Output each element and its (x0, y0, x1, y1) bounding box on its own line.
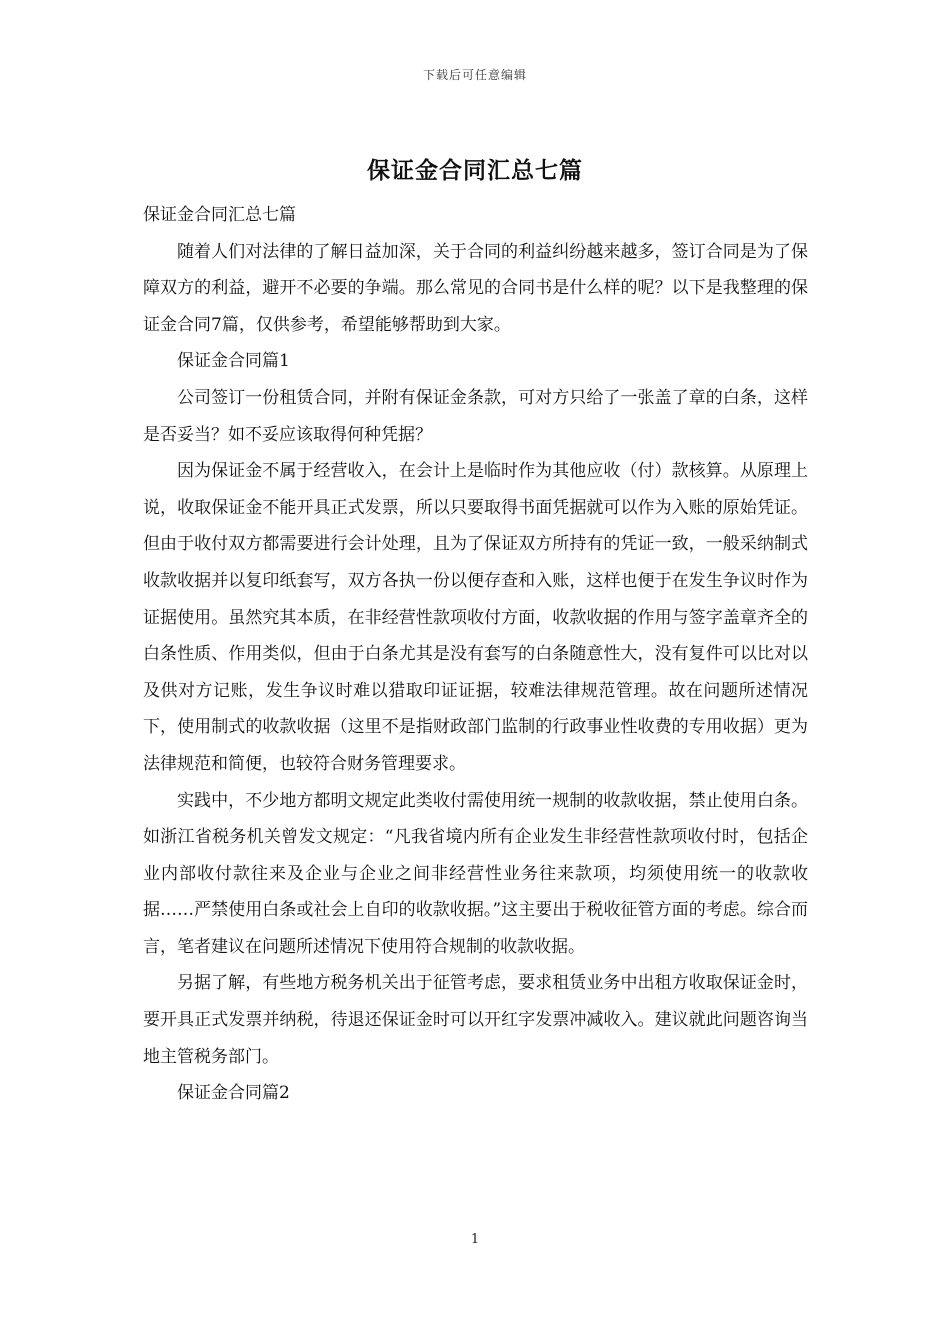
section-heading-1: 保证金合同篇1 (177, 351, 290, 372)
page-number: 1 (470, 1232, 480, 1247)
body-paragraph: 因为保证金不属于经营收入，在会计上是临时作为其他应收（付）款核算。从原理上说，收取保证金不能开具正式发票，所以只要取得书面凭据就可以作为入账的原始凭证。但由于收付双方都需要进行会计处理，且为了保证双方所持有的凭证一致，一般采纳制式收款收据并以复印纸套写，双方各执一份以便存查和入账，这样也便于在发生争议时作为证据使用。虽然究其本质，在非经营性款项收付方面，收款收据的作用与签字盖章齐全的白条性质、作用类似，但由于白条尤其是没有套写的白条随意性大，没有复件可以比对以及供对方记账，发生争议时难以猎取印证证据，较难法律规范管理。故在问题所述情况下，使用制式的收款收据（这里不是指财政部门监制的行政事业性收费的专用收据）更为法律规范和简便，也较符合财务管理要求。 (143, 461, 808, 774)
document-title: 保证金合同汇总七篇 (367, 157, 583, 184)
section-heading-2: 保证金合同篇2 (177, 1083, 290, 1104)
intro-paragraph: 随着人们对法律的了解日益加深，关于合同的利益纠纷越来越多，签订合同是为了保障双方的利益，避开不必要的争端。那么常见的合同书是什么样的呢？以下是我整理的保证金合同7篇，仅供参考，希望能够帮助到大家。 (143, 241, 808, 335)
document-subtitle: 保证金合同汇总七篇 (143, 205, 296, 225)
header-note: 下载后可任意编辑 (422, 68, 527, 82)
body-paragraph: 另据了解，有些地方税务机关出于征管考虑，要求租赁业务中出租方收取保证金时，要开具正式发票并纳税，待退还保证金时可以开红字发票冲减收入。建议就此问题咨询当地主管税务部门。 (143, 973, 808, 1067)
body-paragraph: 实践中，不少地方都明文规定此类收付需使用统一规制的收款收据，禁止使用白条。如浙江省税务机关曾发文规定：“凡我省境内所有企业发生非经营性款项收付时，包括企业内部收付款往来及企业与企业之间非经营性业务往来款项，均须使用统一的收款收据……严禁使用白条或社会上自印的收款收据。”这主要出于税收征管方面的考虑。综合而言，笔者建议在问题所述情况下使用符合规制的收款收据。 (143, 790, 808, 957)
body-paragraph: 公司签订一份租赁合同，并附有保证金条款，可对方只给了一张盖了章的白条，这样是否妥当？如不妥应该取得何种凭据？ (143, 387, 808, 445)
document-body (143, 197, 808, 1112)
